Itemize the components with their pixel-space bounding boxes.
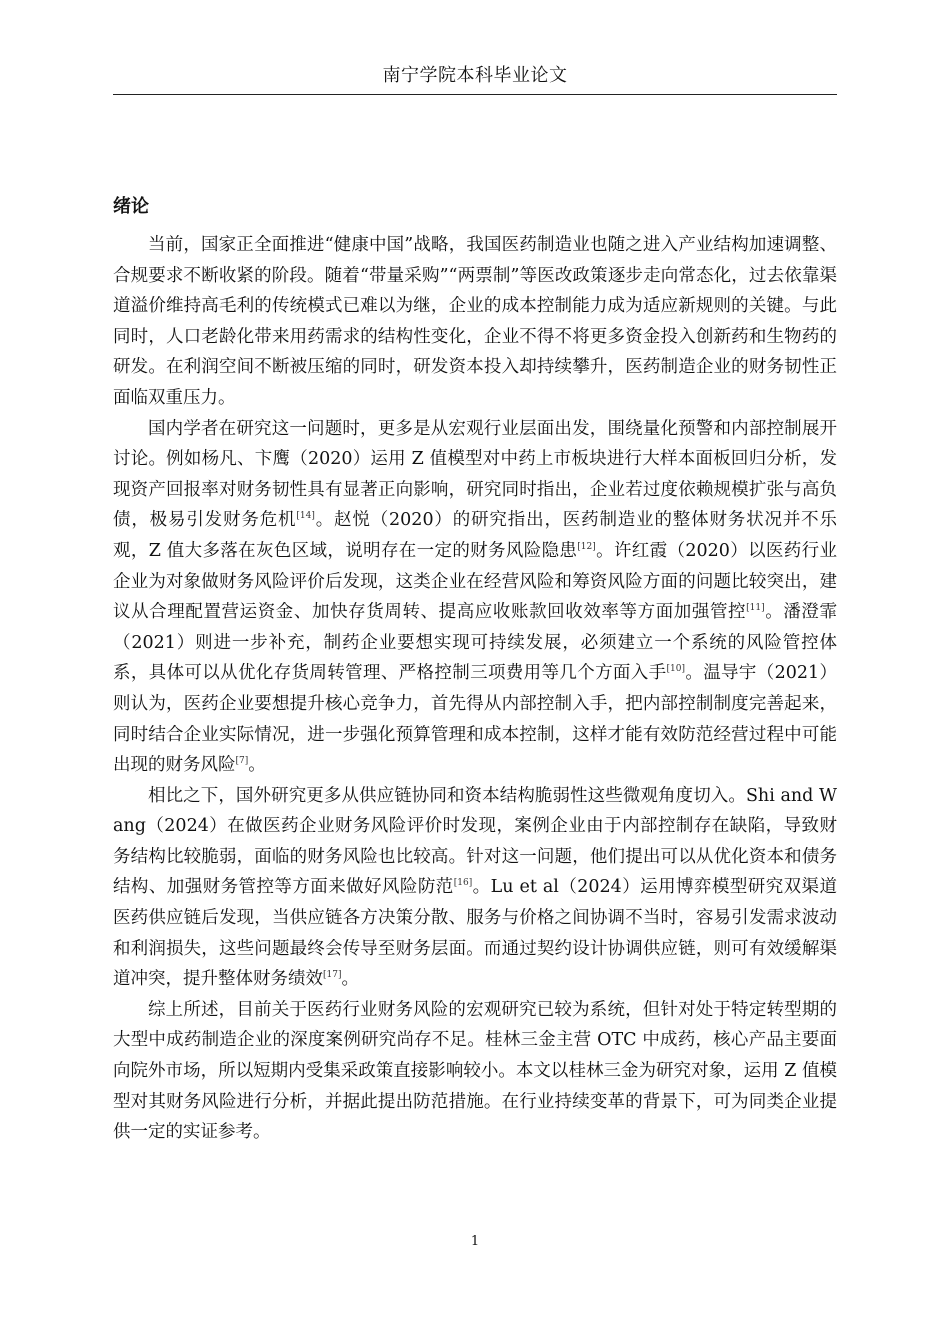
paragraph-text: 。Lu et al（2024）运用博弈模型研究双渠道医药供应链后发现，当供应链各方决策分散、服务与价格之间协调不当时，容易引发需求波动和利润损失，这些问题最终会传导至财务层面。而通过契约设计协调供应链，则可有效缓解渠道冲突，提升整体财务绩效	[113, 877, 837, 990]
paragraph-text: 。	[248, 755, 266, 776]
running-header: 南宁学院本科毕业论文	[382, 65, 568, 86]
paragraph-domestic-research	[113, 414, 837, 781]
section-heading: 绪论	[113, 196, 149, 217]
paragraph-text: 国内学者在研究这一问题时，更多是从宏观行业层面出发，围绕量化预警和内部控制展开讨论。例如杨凡、卞鹰（2020）运用 Z 值模型对中药上市板块进行大样本面板回归分析，发现资产回报率对财务韧性具有显著正向影响，研究同时指出，企业若过度依赖规模扩张与高负债，极易引发财务危机	[113, 418, 837, 531]
paragraph-text: 相比之下，国外研究更多从供应链协同和资本结构脆弱性这些微观角度切入。Shi and Wang（2024）在做医药企业财务风险评价时发现，案例企业由于内部控制存在缺陷，导致财务结构比较脆弱，面临的财务风险也比较高。针对这一问题，他们提出可以从优化资本和债务结构、加强财务管控等方面来做好风险防范	[113, 785, 837, 898]
paragraph-foreign-research	[113, 781, 837, 995]
citation-marker: [11]	[746, 603, 765, 614]
citation-marker: [12]	[577, 542, 596, 553]
header-rule	[113, 94, 837, 95]
body-text	[113, 230, 837, 1148]
page-number: 1	[470, 1234, 480, 1249]
citation-marker: [10]	[666, 664, 685, 675]
citation-marker: [14]	[296, 511, 315, 522]
paragraph-text: 综上所述，目前关于医药行业财务风险的宏观研究已较为系统，但针对处于特定转型期的大型中成药制造企业的深度案例研究尚存不足。桂林三金主营 OTC 中成药，核心产品主要面向院外市场，所以短期内受集采政策直接影响较小。本文以桂林三金为研究对象，运用 Z 值模型对其财务风险进行分析，并据此提出防范措施。在行业持续变革的背景下，可为同类企业提供一定的实证参考。	[113, 999, 837, 1143]
paragraph-summary	[113, 995, 837, 1148]
paragraph-text: 。潘澄霏（2021）则进一步补充，制药企业要想实现可持续发展，必须建立一个系统的风险管控体系，具体可以从优化存货周转管理、严格控制三项费用等几个方面入手	[113, 602, 838, 684]
paragraph-text: 。赵悦（2020）的研究指出，医药制造业的整体财务状况并不乐观，Z 值大多落在灰色区域，说明存在一定的财务风险隐患	[113, 510, 837, 561]
citation-marker: [17]	[323, 970, 342, 981]
citation-marker: [7]	[235, 756, 249, 767]
paragraph-text: 。温导宇（2021）则认为，医药企业要想提升核心竞争力，首先得从内部控制入手，把内部控制制度完善起来，同时结合企业实际情况，进一步强化预算管理和成本控制，这样才能有效防范经营过程中可能出现的财务风险	[113, 663, 838, 776]
citation-marker: [16]	[453, 878, 473, 889]
paragraph-text: 。	[341, 969, 359, 990]
paragraph-text: 当前，国家正全面推进“健康中国”战略，我国医药制造业也随之进入产业结构加速调整、合规要求不断收紧的阶段。随着“带量采购”“两票制”等医改政策逐步走向常态化，过去依靠渠道溢价维持高毛利的传统模式已难以为继，企业的成本控制能力成为适应新规则的关键。与此同时，人口老龄化带来用药需求的结构性变化，企业不得不将更多资金投入创新药和生物药的研发。在利润空间不断被压缩的同时，研发资本投入却持续攀升，医药制造企业的财务韧性正面临双重压力。	[113, 235, 837, 408]
paragraph-background	[113, 230, 837, 414]
paragraph-text: 。许红霞（2020）以医药行业企业为对象做财务风险评价后发现，这类企业在经营风险和筹资风险方面的问题比较突出，建议从合理配置营运资金、加快存货周转、提高应收账款回收效率等方面加强管控	[113, 540, 837, 623]
